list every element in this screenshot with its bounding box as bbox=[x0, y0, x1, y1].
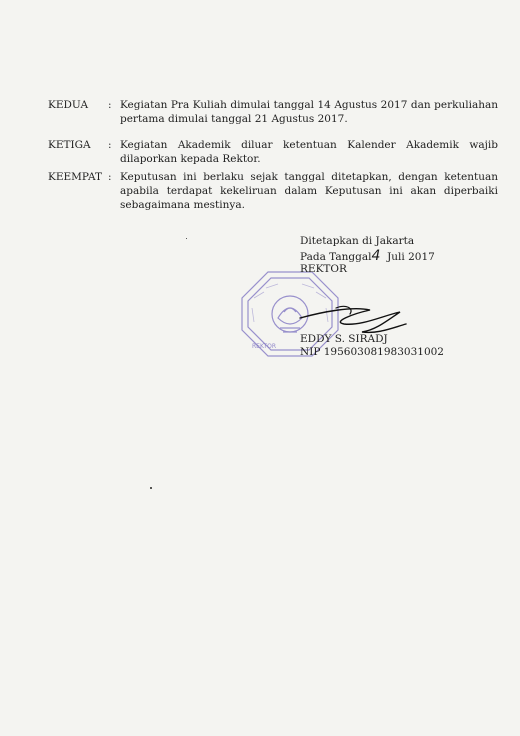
sign-place: Ditetapkan di Jakarta bbox=[300, 235, 415, 247]
clause-text: Kegiatan Akademik diluar ketentuan Kalender Akademik wajib dilaporkan kepada Rektor. bbox=[120, 139, 498, 165]
clause-text: Keputusan ini berlaku sejak tanggal ditetapkan, dengan ketentuan apabila terdapat kekeliruan dalam Keputusan ini akan diperbaiki sebagaimana mestinya. bbox=[120, 171, 498, 211]
stamp-text: REKTOR bbox=[252, 343, 276, 350]
clause-keempat bbox=[48, 170, 498, 212]
clause-colon: : bbox=[108, 139, 112, 151]
clause-colon: : bbox=[108, 99, 112, 111]
sign-date-prefix: Pada Tanggal bbox=[300, 251, 372, 263]
clause-text: Kegiatan Pra Kuliah dimulai tanggal 14 Agustus 2017 dan perkuliahan pertama dimulai tanggal 21 Agustus 2017. bbox=[120, 99, 498, 125]
clause-label: KEDUA bbox=[48, 99, 89, 111]
scan-speck bbox=[150, 487, 152, 489]
clause-colon: : bbox=[108, 171, 112, 183]
clause-kedua bbox=[48, 98, 498, 126]
clause-ketiga bbox=[48, 138, 498, 166]
clause-label: KEEMPAT bbox=[48, 171, 103, 183]
scan-speck bbox=[186, 238, 187, 239]
sign-date-day: 4 bbox=[371, 248, 381, 264]
sign-name: EDDY S. SIRADJ bbox=[300, 333, 388, 345]
clause-label: KETIGA bbox=[48, 139, 91, 151]
sign-nip: NIP 195603081983031002 bbox=[300, 346, 444, 358]
sign-position: REKTOR bbox=[300, 263, 347, 275]
sign-date-rest: Juli 2017 bbox=[387, 251, 435, 263]
